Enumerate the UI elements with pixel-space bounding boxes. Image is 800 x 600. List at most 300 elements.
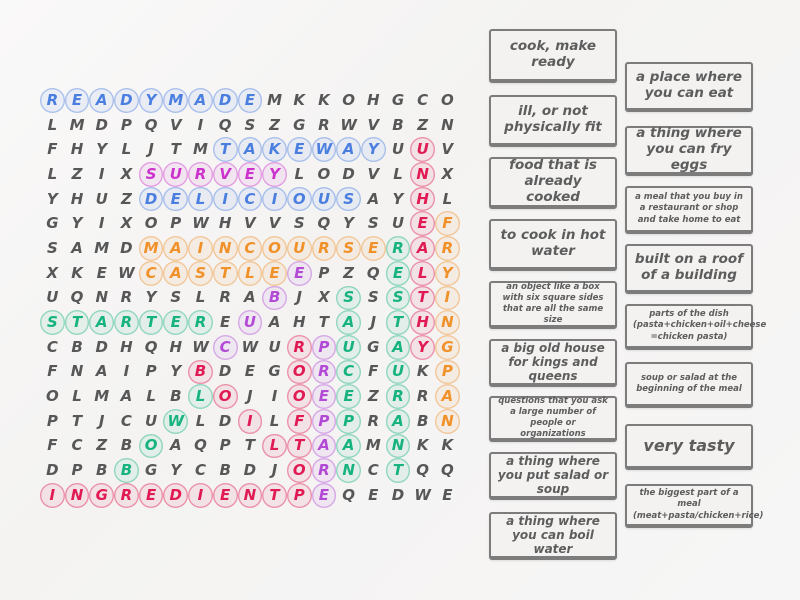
grid-cell[interactable]: A bbox=[188, 88, 213, 113]
grid-cell[interactable]: O bbox=[262, 236, 287, 261]
grid-cell[interactable]: N bbox=[386, 434, 411, 459]
grid-cell[interactable]: E bbox=[386, 261, 411, 286]
grid-cell[interactable]: S bbox=[367, 288, 379, 307]
grid-cell[interactable]: T bbox=[65, 310, 90, 335]
grid-cell[interactable]: E bbox=[262, 261, 287, 286]
grid-cell[interactable]: A bbox=[336, 310, 361, 335]
grid-cell[interactable]: E bbox=[96, 263, 107, 282]
grid-cell[interactable]: R bbox=[318, 115, 330, 134]
grid-cell[interactable]: B bbox=[170, 387, 182, 406]
grid-cell[interactable]: Q bbox=[342, 485, 355, 504]
grid-cell[interactable]: H bbox=[169, 337, 183, 356]
grid-cell[interactable]: U bbox=[391, 214, 405, 233]
grid-cell[interactable]: D bbox=[120, 238, 133, 257]
grid-cell[interactable]: A bbox=[435, 384, 460, 409]
grid-cell[interactable]: E bbox=[361, 236, 386, 261]
grid-cell[interactable]: S bbox=[139, 162, 164, 187]
grid-cell[interactable]: C bbox=[417, 90, 429, 109]
grid-cell[interactable]: F bbox=[287, 409, 312, 434]
grid-cell[interactable]: J bbox=[148, 140, 154, 159]
grid-cell[interactable]: Y bbox=[46, 189, 58, 208]
grid-cell[interactable]: L bbox=[121, 140, 132, 159]
grid-cell[interactable]: L bbox=[393, 164, 403, 183]
grid-cell[interactable]: C bbox=[367, 461, 379, 480]
grid-cell[interactable]: X bbox=[120, 164, 133, 183]
grid-cell[interactable]: E bbox=[244, 362, 255, 381]
grid-cell[interactable]: K bbox=[293, 90, 306, 109]
grid-cell[interactable]: U bbox=[410, 137, 435, 162]
grid-cell[interactable]: P bbox=[312, 335, 337, 360]
grid-cell[interactable]: R bbox=[287, 335, 312, 360]
grid-cell[interactable]: R bbox=[386, 236, 411, 261]
grid-cell[interactable]: L bbox=[47, 164, 58, 183]
grid-cell[interactable]: T bbox=[410, 286, 435, 311]
grid-cell[interactable]: A bbox=[336, 434, 361, 459]
clue-cook-make-ready[interactable] bbox=[489, 29, 617, 83]
grid-cell[interactable]: L bbox=[47, 115, 58, 134]
grid-cell[interactable]: O bbox=[342, 90, 355, 109]
grid-cell[interactable]: B bbox=[96, 461, 108, 480]
grid-cell[interactable]: D bbox=[95, 337, 108, 356]
grid-cell[interactable]: Z bbox=[71, 164, 83, 183]
grid-cell[interactable]: G bbox=[293, 115, 306, 134]
grid-cell[interactable]: T bbox=[170, 140, 181, 159]
grid-cell[interactable]: A bbox=[312, 434, 337, 459]
grid-cell[interactable]: E bbox=[163, 310, 188, 335]
grid-cell[interactable]: B bbox=[416, 411, 429, 430]
grid-cell[interactable]: P bbox=[312, 409, 337, 434]
grid-cell[interactable]: O bbox=[440, 90, 454, 109]
grid-cell[interactable]: Q bbox=[144, 115, 158, 134]
grid-cell[interactable]: H bbox=[70, 140, 84, 159]
grid-cell[interactable]: S bbox=[46, 238, 58, 257]
grid-cell[interactable]: W bbox=[312, 137, 337, 162]
grid-cell[interactable]: V bbox=[268, 214, 281, 233]
grid-cell[interactable]: P bbox=[318, 263, 330, 282]
grid-cell[interactable]: D bbox=[342, 164, 355, 183]
grid-cell[interactable]: D bbox=[163, 483, 188, 508]
grid-cell[interactable]: U bbox=[287, 236, 312, 261]
grid-cell[interactable]: E bbox=[368, 485, 379, 504]
grid-cell[interactable]: P bbox=[336, 409, 361, 434]
grid-cell[interactable]: L bbox=[410, 261, 435, 286]
grid-cell[interactable]: Z bbox=[269, 115, 280, 134]
grid-cell[interactable]: A bbox=[244, 288, 256, 307]
grid-cell[interactable]: C bbox=[238, 236, 263, 261]
grid-cell[interactable]: Q bbox=[194, 436, 207, 455]
grid-cell[interactable]: W bbox=[340, 115, 357, 134]
grid-cell[interactable]: R bbox=[114, 483, 139, 508]
grid-cell[interactable]: G bbox=[435, 335, 460, 360]
grid-cell[interactable]: N bbox=[238, 483, 263, 508]
grid-cell[interactable]: S bbox=[170, 288, 182, 307]
grid-cell[interactable]: E bbox=[238, 88, 263, 113]
grid-cell[interactable]: J bbox=[271, 461, 278, 480]
grid-cell[interactable]: V bbox=[244, 214, 256, 233]
grid-cell[interactable]: A bbox=[120, 387, 133, 406]
grid-cell[interactable]: I bbox=[98, 214, 105, 233]
grid-cell[interactable]: Z bbox=[96, 436, 108, 455]
grid-cell[interactable]: H bbox=[218, 214, 232, 233]
grid-cell[interactable]: G bbox=[89, 483, 114, 508]
grid-cell[interactable]: E bbox=[65, 88, 90, 113]
grid-cell[interactable]: N bbox=[65, 483, 90, 508]
grid-cell[interactable]: N bbox=[435, 409, 460, 434]
grid-cell[interactable]: B bbox=[188, 360, 213, 385]
grid-cell[interactable]: U bbox=[95, 189, 108, 208]
grid-cell[interactable]: H bbox=[70, 189, 84, 208]
grid-cell[interactable]: A bbox=[410, 236, 435, 261]
grid-cell[interactable]: A bbox=[238, 137, 263, 162]
grid-cell[interactable]: V bbox=[169, 115, 182, 134]
grid-cell[interactable]: M bbox=[139, 236, 164, 261]
grid-cell[interactable]: T bbox=[318, 313, 330, 332]
grid-cell[interactable]: Y bbox=[262, 162, 287, 187]
grid-cell[interactable]: M bbox=[94, 238, 110, 257]
grid-cell[interactable]: I bbox=[98, 164, 105, 183]
grid-cell[interactable]: E bbox=[442, 485, 453, 504]
grid-cell[interactable]: U bbox=[268, 337, 281, 356]
grid-cell[interactable]: I bbox=[435, 286, 460, 311]
grid-cell[interactable]: T bbox=[244, 436, 255, 455]
grid-cell[interactable]: A bbox=[89, 88, 114, 113]
grid-cell[interactable]: K bbox=[318, 90, 330, 109]
grid-cell[interactable]: P bbox=[170, 214, 182, 233]
grid-cell[interactable]: Y bbox=[361, 137, 386, 162]
grid-cell[interactable]: Y bbox=[170, 461, 182, 480]
grid-cell[interactable]: Q bbox=[416, 461, 430, 480]
grid-cell[interactable]: R bbox=[219, 288, 231, 307]
grid-cell[interactable]: O bbox=[287, 458, 312, 483]
grid-cell[interactable]: U bbox=[312, 187, 337, 212]
grid-cell[interactable]: T bbox=[262, 483, 287, 508]
grid-cell[interactable]: L bbox=[188, 187, 213, 212]
grid-cell[interactable]: W bbox=[241, 337, 259, 356]
grid-cell[interactable]: M bbox=[94, 387, 110, 406]
grid-cell[interactable]: I bbox=[40, 483, 65, 508]
grid-cell[interactable]: Q bbox=[144, 337, 158, 356]
grid-cell[interactable]: C bbox=[139, 261, 164, 286]
grid-cell[interactable]: V bbox=[367, 164, 380, 183]
grid-cell[interactable]: R bbox=[416, 387, 429, 406]
grid-cell[interactable]: Q bbox=[366, 263, 380, 282]
grid-cell[interactable]: D bbox=[218, 362, 232, 381]
grid-cell[interactable]: W bbox=[163, 409, 188, 434]
grid-cell[interactable]: D bbox=[95, 115, 108, 134]
grid-cell[interactable]: T bbox=[213, 261, 238, 286]
grid-cell[interactable]: V bbox=[213, 162, 238, 187]
grid-cell[interactable]: B bbox=[114, 458, 139, 483]
grid-cell[interactable]: A bbox=[71, 238, 83, 257]
grid-cell[interactable]: E bbox=[312, 483, 337, 508]
grid-cell[interactable]: E bbox=[220, 313, 231, 332]
grid-cell[interactable]: A bbox=[336, 137, 361, 162]
grid-cell[interactable]: J bbox=[296, 288, 303, 307]
grid-cell[interactable]: P bbox=[287, 483, 312, 508]
grid-cell[interactable]: I bbox=[238, 409, 263, 434]
letter-grid[interactable] bbox=[40, 88, 480, 508]
grid-cell[interactable]: Z bbox=[343, 263, 355, 282]
grid-cell[interactable]: N bbox=[410, 162, 435, 187]
grid-cell[interactable]: M bbox=[365, 436, 381, 455]
grid-cell[interactable]: D bbox=[46, 461, 59, 480]
grid-cell[interactable]: C bbox=[71, 436, 83, 455]
grid-cell[interactable]: U bbox=[163, 162, 188, 187]
grid-cell[interactable]: I bbox=[188, 483, 213, 508]
grid-cell[interactable]: R bbox=[114, 310, 139, 335]
grid-cell[interactable]: E bbox=[312, 384, 337, 409]
grid-cell[interactable]: M bbox=[163, 88, 188, 113]
grid-cell[interactable]: F bbox=[47, 436, 58, 455]
grid-cell[interactable]: L bbox=[442, 189, 453, 208]
grid-cell[interactable]: W bbox=[192, 337, 209, 356]
grid-cell[interactable]: X bbox=[441, 164, 454, 183]
grid-cell[interactable]: H bbox=[292, 313, 306, 332]
grid-cell[interactable]: A bbox=[268, 313, 281, 332]
grid-cell[interactable]: K bbox=[416, 362, 429, 381]
grid-cell[interactable]: B bbox=[120, 436, 133, 455]
clue-cook-hot-water[interactable] bbox=[489, 219, 617, 271]
grid-cell[interactable]: M bbox=[193, 140, 208, 159]
grid-cell[interactable]: A bbox=[163, 261, 188, 286]
grid-cell[interactable]: R bbox=[386, 384, 411, 409]
grid-cell[interactable]: I bbox=[197, 115, 204, 134]
grid-cell[interactable]: L bbox=[195, 411, 206, 430]
grid-cell[interactable]: N bbox=[435, 310, 460, 335]
grid-cell[interactable]: B bbox=[219, 461, 231, 480]
clue-cube[interactable] bbox=[489, 281, 617, 329]
grid-cell[interactable]: P bbox=[120, 115, 132, 134]
grid-cell[interactable]: A bbox=[89, 310, 114, 335]
grid-cell[interactable]: X bbox=[46, 263, 59, 282]
grid-cell[interactable]: T bbox=[287, 434, 312, 459]
grid-cell[interactable]: O bbox=[139, 434, 164, 459]
grid-cell[interactable]: S bbox=[367, 214, 379, 233]
grid-cell[interactable]: Y bbox=[71, 214, 83, 233]
clue-restaurant[interactable] bbox=[625, 62, 753, 112]
grid-cell[interactable]: J bbox=[98, 411, 105, 430]
grid-cell[interactable]: W bbox=[118, 263, 135, 282]
grid-cell[interactable]: Z bbox=[367, 387, 379, 406]
grid-cell[interactable]: C bbox=[336, 360, 361, 385]
grid-cell[interactable]: T bbox=[386, 458, 411, 483]
grid-cell[interactable]: B bbox=[71, 337, 83, 356]
grid-cell[interactable]: K bbox=[262, 137, 287, 162]
grid-cell[interactable]: O bbox=[317, 164, 331, 183]
clue-castle[interactable] bbox=[489, 339, 617, 387]
grid-cell[interactable]: F bbox=[435, 211, 460, 236]
grid-cell[interactable]: E bbox=[336, 384, 361, 409]
grid-cell[interactable]: Y bbox=[145, 288, 157, 307]
grid-cell[interactable]: J bbox=[247, 387, 253, 406]
grid-cell[interactable]: R bbox=[188, 310, 213, 335]
grid-cell[interactable]: E bbox=[410, 211, 435, 236]
clue-starter[interactable] bbox=[625, 362, 753, 408]
grid-cell[interactable]: I bbox=[262, 187, 287, 212]
grid-cell[interactable]: M bbox=[267, 90, 282, 109]
grid-cell[interactable]: Y bbox=[96, 140, 108, 159]
clue-rooftop[interactable] bbox=[625, 244, 753, 294]
grid-cell[interactable]: L bbox=[72, 387, 82, 406]
grid-cell[interactable]: Z bbox=[417, 115, 429, 134]
grid-cell[interactable]: O bbox=[287, 187, 312, 212]
grid-cell[interactable]: R bbox=[367, 411, 380, 430]
grid-cell[interactable]: H bbox=[410, 187, 435, 212]
grid-cell[interactable]: D bbox=[391, 485, 405, 504]
grid-cell[interactable]: W bbox=[414, 485, 431, 504]
grid-cell[interactable]: T bbox=[386, 310, 411, 335]
grid-cell[interactable]: O bbox=[287, 360, 312, 385]
grid-cell[interactable]: D bbox=[218, 411, 232, 430]
grid-cell[interactable]: G bbox=[144, 461, 158, 480]
grid-cell[interactable]: F bbox=[47, 140, 58, 159]
grid-cell[interactable]: C bbox=[238, 187, 263, 212]
grid-cell[interactable]: T bbox=[213, 137, 238, 162]
grid-cell[interactable]: P bbox=[71, 461, 83, 480]
grid-cell[interactable]: R bbox=[40, 88, 65, 113]
grid-cell[interactable]: L bbox=[262, 434, 287, 459]
grid-cell[interactable]: C bbox=[46, 337, 58, 356]
grid-cell[interactable]: K bbox=[441, 436, 454, 455]
grid-cell[interactable]: V bbox=[441, 140, 454, 159]
grid-cell[interactable]: P bbox=[46, 411, 58, 430]
grid-cell[interactable]: S bbox=[336, 187, 361, 212]
grid-cell[interactable]: E bbox=[163, 187, 188, 212]
grid-cell[interactable]: L bbox=[294, 164, 304, 183]
grid-cell[interactable]: Q bbox=[317, 214, 331, 233]
grid-cell[interactable]: C bbox=[194, 461, 206, 480]
grid-cell[interactable]: E bbox=[139, 483, 164, 508]
grid-cell[interactable]: Y bbox=[392, 189, 404, 208]
grid-cell[interactable]: P bbox=[219, 436, 231, 455]
clue-survey[interactable] bbox=[489, 396, 617, 442]
grid-cell[interactable]: S bbox=[336, 236, 361, 261]
clue-delicious[interactable] bbox=[625, 424, 753, 470]
clue-ingredient[interactable] bbox=[625, 304, 767, 350]
grid-cell[interactable]: E bbox=[238, 162, 263, 187]
grid-cell[interactable]: N bbox=[336, 458, 361, 483]
grid-cell[interactable]: K bbox=[416, 436, 429, 455]
grid-cell[interactable]: A bbox=[169, 436, 182, 455]
grid-cell[interactable]: C bbox=[213, 335, 238, 360]
grid-cell[interactable]: J bbox=[370, 313, 377, 332]
grid-cell[interactable]: U bbox=[336, 335, 361, 360]
grid-cell[interactable]: H bbox=[120, 337, 133, 356]
grid-cell[interactable]: R bbox=[312, 236, 337, 261]
grid-cell[interactable]: R bbox=[312, 458, 337, 483]
grid-cell[interactable]: A bbox=[163, 236, 188, 261]
clue-takeaway[interactable] bbox=[625, 186, 753, 234]
grid-cell[interactable]: E bbox=[287, 261, 312, 286]
grid-cell[interactable]: Y bbox=[410, 335, 435, 360]
grid-cell[interactable]: M bbox=[69, 115, 85, 134]
grid-cell[interactable]: F bbox=[368, 362, 379, 381]
grid-cell[interactable]: R bbox=[188, 162, 213, 187]
clue-bowl[interactable] bbox=[489, 452, 617, 500]
clue-kettle[interactable] bbox=[489, 512, 617, 560]
grid-cell[interactable]: F bbox=[47, 362, 58, 381]
grid-cell[interactable]: P bbox=[145, 362, 157, 381]
grid-cell[interactable]: U bbox=[145, 411, 158, 430]
grid-cell[interactable]: Z bbox=[120, 189, 132, 208]
grid-cell[interactable]: A bbox=[386, 335, 411, 360]
grid-cell[interactable]: S bbox=[293, 214, 305, 233]
grid-cell[interactable]: Y bbox=[343, 214, 355, 233]
grid-cell[interactable]: C bbox=[120, 411, 132, 430]
clue-ill-not-fit[interactable] bbox=[489, 95, 617, 147]
grid-cell[interactable]: R bbox=[120, 288, 133, 307]
grid-cell[interactable]: S bbox=[386, 286, 411, 311]
grid-cell[interactable]: N bbox=[70, 362, 84, 381]
grid-cell[interactable]: W bbox=[192, 214, 209, 233]
grid-cell[interactable]: B bbox=[262, 286, 287, 311]
grid-cell[interactable]: G bbox=[46, 214, 59, 233]
grid-cell[interactable]: A bbox=[95, 362, 108, 381]
grid-cell[interactable]: L bbox=[238, 261, 263, 286]
grid-cell[interactable]: P bbox=[435, 360, 460, 385]
grid-cell[interactable]: D bbox=[243, 461, 257, 480]
grid-cell[interactable]: Y bbox=[435, 261, 460, 286]
grid-cell[interactable]: A bbox=[386, 409, 411, 434]
grid-cell[interactable]: S bbox=[40, 310, 65, 335]
grid-cell[interactable]: B bbox=[392, 115, 404, 134]
grid-cell[interactable]: N bbox=[441, 115, 454, 134]
grid-cell[interactable]: L bbox=[269, 411, 280, 430]
grid-cell[interactable]: Q bbox=[218, 115, 232, 134]
grid-cell[interactable]: E bbox=[287, 137, 312, 162]
grid-cell[interactable]: O bbox=[287, 384, 312, 409]
grid-cell[interactable]: S bbox=[188, 261, 213, 286]
grid-cell[interactable]: E bbox=[213, 483, 238, 508]
clue-main-course[interactable] bbox=[625, 484, 764, 528]
clue-frying-pan[interactable] bbox=[625, 126, 753, 176]
grid-cell[interactable]: D bbox=[114, 88, 139, 113]
grid-cell[interactable]: X bbox=[120, 214, 133, 233]
grid-cell[interactable]: S bbox=[336, 286, 361, 311]
grid-cell[interactable]: O bbox=[144, 214, 158, 233]
grid-cell[interactable]: T bbox=[139, 310, 164, 335]
grid-cell[interactable]: R bbox=[312, 360, 337, 385]
grid-cell[interactable]: H bbox=[367, 90, 380, 109]
grid-cell[interactable]: G bbox=[391, 90, 405, 109]
grid-cell[interactable]: D bbox=[139, 187, 164, 212]
grid-cell[interactable]: R bbox=[435, 236, 460, 261]
grid-cell[interactable]: U bbox=[391, 140, 405, 159]
grid-cell[interactable]: L bbox=[195, 288, 206, 307]
grid-cell[interactable]: V bbox=[367, 115, 380, 134]
grid-cell[interactable]: D bbox=[213, 88, 238, 113]
grid-cell[interactable]: O bbox=[45, 387, 59, 406]
grid-cell[interactable]: U bbox=[238, 310, 263, 335]
grid-cell[interactable]: K bbox=[71, 263, 83, 282]
grid-cell[interactable]: H bbox=[410, 310, 435, 335]
grid-cell[interactable]: O bbox=[213, 384, 238, 409]
grid-cell[interactable]: G bbox=[268, 362, 281, 381]
grid-cell[interactable]: L bbox=[146, 387, 156, 406]
grid-cell[interactable]: N bbox=[213, 236, 238, 261]
grid-cell[interactable]: S bbox=[244, 115, 256, 134]
grid-cell[interactable]: I bbox=[188, 236, 213, 261]
grid-cell[interactable]: G bbox=[367, 337, 380, 356]
grid-cell[interactable]: I bbox=[213, 187, 238, 212]
grid-cell[interactable]: U bbox=[46, 288, 59, 307]
grid-cell[interactable]: T bbox=[71, 411, 83, 430]
grid-cell[interactable]: A bbox=[367, 189, 380, 208]
grid-cell[interactable]: Q bbox=[70, 288, 84, 307]
grid-cell[interactable]: L bbox=[188, 384, 213, 409]
grid-cell[interactable]: Y bbox=[170, 362, 182, 381]
grid-cell[interactable]: Y bbox=[139, 88, 164, 113]
